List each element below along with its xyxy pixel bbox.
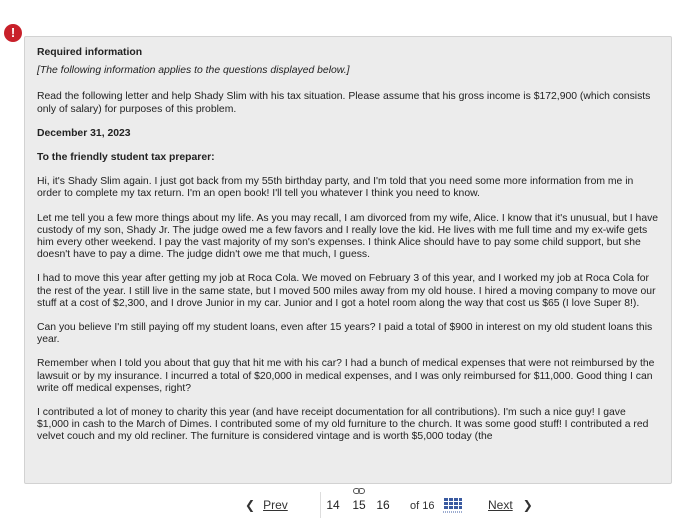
- page-15-button[interactable]: 15: [352, 498, 366, 512]
- letter-paragraph-2: Let me tell you a few more things about my life. As you may recall, I am divorced from my wife, Alice. I know that it's unusual, but I have custody of my son, Shady Jr. The judge owed me a few favors and I really love the kid. He lives with me full time and my ex-wife gets him every other weekend. I pay the vast majority of my son's expenses. I think Alice should have to pay some child support, but she doesn't have to pay a dime. The judge didn't owe me that much, I guess.: [37, 212, 659, 261]
- panel-content: [25, 37, 671, 444]
- letter-greeting: To the friendly student tax preparer:: [37, 152, 215, 164]
- grid-icon[interactable]: [443, 497, 463, 514]
- page-total-label: of 16: [410, 500, 435, 512]
- prev-label: Prev: [263, 498, 288, 512]
- letter-paragraph-4: Can you believe I'm still paying off my student loans, even after 15 years? I paid a total of $900 in interest on my old student loans this year.: [37, 322, 653, 346]
- letter-paragraph-1: Hi, it's Shady Slim again. I just got back from my 55th birthday party, and I'm told that you need some more information from me in order to complete my tax return. I'm an open book! I'll tell you whatever I think you need to know.: [37, 176, 634, 200]
- prev-button[interactable]: [245, 498, 288, 512]
- letter-paragraph-5: Remember when I told you about that guy that hit me with his car? I had a bunch of medical expenses that were not reimbursed by the lawsuit or by my insurance. I incurred a total of $20,000 in medical expenses, and I was only reimbursed for $11,000. Good thing I can write off medical expenses, right?: [37, 358, 655, 394]
- exclamation-icon: !: [4, 24, 22, 42]
- page-16-button[interactable]: 16: [376, 498, 390, 512]
- next-button[interactable]: [488, 498, 533, 512]
- next-label: Next: [488, 498, 513, 512]
- letter-date: December 31, 2023: [37, 127, 131, 139]
- intro-text: Read the following letter and help Shady Slim with his tax situation. Please assume that his gross income is $172,900 (which consists only of salary) for purposes of this problem.: [37, 91, 651, 115]
- letter-paragraph-3: I had to move this year after getting my job at Roca Cola. We moved on February 3 of this year, and I worked my job at Roca Cola for the rest of the year. I still live in the same state, but I moved 500 miles away from my old house. I hired a moving company to move our stuff at a cost of $2,300, and I drove Junior in my car. Junior and I got a hotel room along the way that cost us $65 (I love Super 8!).: [37, 273, 656, 309]
- link-icon: [353, 487, 365, 495]
- required-heading: Required information: [37, 47, 143, 58]
- letter-paragraph-6: I contributed a lot of money to charity this year (and have receipt documentation for all contributions). I'm such a nice guy! I gave $1,000 in cash to the March of Dimes. I contributed some of my old furniture to the church. It was some good stuff! I contributed a red velvet couch and my old recliner. The furniture is considered vintage and is worth $5,000 today (the: [37, 407, 649, 443]
- pagination-bar: [0, 484, 700, 525]
- required-information-panel: [24, 36, 672, 484]
- chevron-left-icon: ❮: [245, 498, 256, 512]
- page-14-button[interactable]: 14: [326, 498, 340, 512]
- required-note: [The following information applies to the questions displayed below.]: [37, 65, 350, 77]
- chevron-right-icon: ❯: [522, 498, 533, 512]
